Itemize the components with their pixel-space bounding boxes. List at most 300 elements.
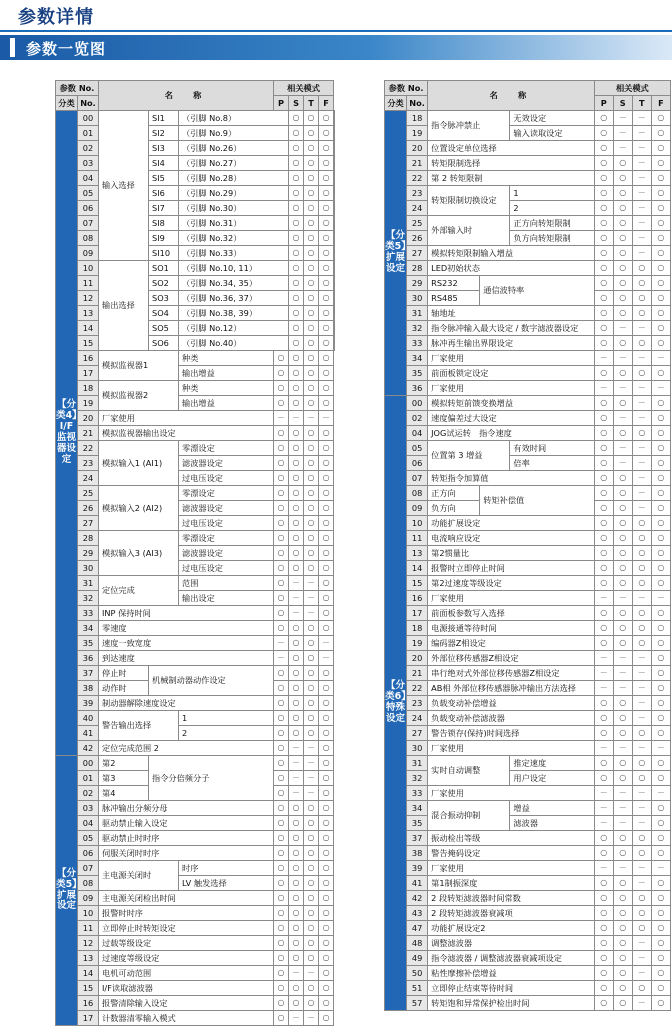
- param-no: 25: [78, 486, 99, 501]
- mode-t-cell: ○: [304, 651, 319, 666]
- mode-p-cell: ○: [289, 141, 304, 156]
- param-subname: 时序: [179, 861, 274, 876]
- mode-f-cell: ○: [651, 951, 670, 966]
- mode-t-cell: ○: [632, 831, 651, 846]
- param-no: 23: [407, 186, 428, 201]
- param-name: 串行绝对式外部位移传感器Z相设定: [428, 666, 595, 681]
- param-no: 08: [407, 486, 428, 501]
- param-row: [385, 636, 671, 651]
- mode-p-header: P: [594, 96, 613, 111]
- param-row: [56, 861, 335, 876]
- param-no: 16: [78, 996, 99, 1011]
- mode-p-cell: ○: [289, 126, 304, 141]
- modes-header: 相关模式: [594, 81, 670, 96]
- param-group-name: 转矩限制切换设定: [428, 186, 510, 216]
- mode-f-cell: ○: [651, 321, 670, 336]
- param-no: 38: [407, 846, 428, 861]
- param-no: 17: [78, 1011, 99, 1026]
- mode-p-cell: －: [274, 411, 289, 426]
- mode-p-cell: ○: [289, 261, 304, 276]
- mode-p-cell: ○: [594, 276, 613, 291]
- mode-s-cell: ○: [289, 666, 304, 681]
- param-no: 16: [407, 591, 428, 606]
- param-no: 21: [407, 156, 428, 171]
- mode-p-cell: ○: [274, 1011, 289, 1026]
- param-row: [56, 276, 335, 291]
- mode-t-cell: ○: [319, 201, 334, 216]
- param-no: 09: [407, 501, 428, 516]
- mode-s-cell: ○: [289, 951, 304, 966]
- mode-p-cell: ○: [289, 246, 304, 261]
- param-name: 厂家使用: [428, 351, 595, 366]
- mode-s-cell: ○: [613, 396, 632, 411]
- param-name: 指令脉冲输入最大设定 / 数字滤波器设定: [428, 321, 595, 336]
- mode-t-cell: ○: [304, 696, 319, 711]
- param-no: 24: [407, 711, 428, 726]
- mode-f-cell: ○: [319, 441, 334, 456]
- param-row: [56, 606, 335, 621]
- mode-p-cell: ○: [274, 741, 289, 756]
- param-row: [385, 306, 671, 321]
- param-name: 驱动禁止输入设定: [99, 816, 274, 831]
- mode-f-cell: ○: [651, 501, 670, 516]
- mode-s-cell: ○: [613, 921, 632, 936]
- param-subname: 正方向转矩限制: [510, 216, 594, 231]
- param-row: [385, 801, 671, 816]
- param-row: [385, 651, 671, 666]
- param-no: 34: [407, 801, 428, 816]
- param-row: [385, 741, 671, 756]
- mode-t-cell: －: [632, 186, 651, 201]
- param-row: [56, 531, 335, 546]
- mode-f-cell: ○: [319, 471, 334, 486]
- param-name: 驱动禁止时时序: [99, 831, 274, 846]
- mode-f-cell: ○: [319, 786, 334, 801]
- param-name: 前面板锁定设定: [428, 366, 595, 381]
- param-row: [56, 216, 335, 231]
- param-signal: SI6: [149, 186, 179, 201]
- category-header: 分类: [56, 96, 78, 111]
- name-header: 名 称: [428, 81, 595, 111]
- mode-p-cell: ○: [594, 426, 613, 441]
- param-name: 转矩指令加算值: [428, 471, 595, 486]
- param-name: 2 段转矩滤波器衰减项: [428, 906, 595, 921]
- mode-f-cell: ○: [651, 141, 670, 156]
- mode-t-cell: －: [304, 741, 319, 756]
- param-no: 17: [407, 606, 428, 621]
- param-row: [385, 816, 671, 831]
- mode-f-cell: ○: [651, 831, 670, 846]
- mode-p-cell: ○: [274, 891, 289, 906]
- mode-t-cell: ○: [304, 876, 319, 891]
- mode-s-cell: ○: [613, 726, 632, 741]
- mode-f-cell: [334, 141, 335, 156]
- param-no: 20: [407, 651, 428, 666]
- param-pin: （引脚 No.29）: [179, 186, 289, 201]
- param-row: [385, 726, 671, 741]
- param-no: 12: [78, 936, 99, 951]
- param-no: 31: [78, 576, 99, 591]
- param-name: 前面板参数写入选择: [428, 606, 595, 621]
- param-shared-name: 指令分倍频分子: [149, 756, 274, 801]
- mode-p-cell: －: [594, 816, 613, 831]
- mode-t-cell: ○: [304, 441, 319, 456]
- param-table-left: [55, 80, 335, 1026]
- mode-f-cell: [334, 156, 335, 171]
- mode-t-cell: ○: [304, 681, 319, 696]
- param-no: 28: [78, 531, 99, 546]
- mode-t-cell: ○: [304, 711, 319, 726]
- mode-p-cell: ○: [274, 936, 289, 951]
- mode-f-cell: ○: [651, 666, 670, 681]
- param-row: [56, 891, 335, 906]
- mode-s-cell: ○: [613, 756, 632, 771]
- param-row: [385, 591, 671, 606]
- mode-f-cell: ○: [651, 396, 670, 411]
- param-row: [385, 381, 671, 396]
- param-row: [385, 831, 671, 846]
- mode-s-cell: ○: [613, 621, 632, 636]
- param-name: 速度一致宽度: [99, 636, 274, 651]
- mode-t-cell: ○: [304, 456, 319, 471]
- param-name: 转矩限制选择: [428, 156, 595, 171]
- param-no: 19: [78, 396, 99, 411]
- mode-s-cell: ○: [289, 846, 304, 861]
- mode-t-cell: －: [632, 411, 651, 426]
- param-signal: SO4: [149, 306, 179, 321]
- mode-t-cell: －: [632, 456, 651, 471]
- mode-p-cell: ○: [274, 921, 289, 936]
- param-name: 振动检出等级: [428, 831, 595, 846]
- param-subname: 零漂设定: [179, 441, 274, 456]
- mode-f-cell: ○: [651, 906, 670, 921]
- param-group-name: 实时自动调整: [428, 756, 510, 786]
- mode-t-cell: －: [304, 411, 319, 426]
- param-row: [385, 426, 671, 441]
- mode-p-cell: ○: [274, 876, 289, 891]
- mode-p-cell: ○: [594, 576, 613, 591]
- mode-f-cell: [334, 111, 335, 126]
- param-prefix: 第3: [99, 771, 149, 786]
- param-no: 14: [407, 561, 428, 576]
- param-prefix: 第2: [99, 756, 149, 771]
- param-subname: 种类: [179, 381, 274, 396]
- param-subname: 有效时间: [510, 441, 594, 456]
- param-no: 06: [407, 456, 428, 471]
- mode-t-cell: ○: [319, 156, 334, 171]
- param-no: 26: [78, 501, 99, 516]
- mode-p-cell: ○: [274, 531, 289, 546]
- no-header: No.: [407, 96, 428, 111]
- mode-f-cell: ○: [651, 216, 670, 231]
- mode-s-cell: ○: [289, 561, 304, 576]
- mode-p-cell: ○: [274, 681, 289, 696]
- param-no: 36: [407, 381, 428, 396]
- mode-f-cell: ○: [651, 651, 670, 666]
- param-no: 22: [78, 441, 99, 456]
- mode-s-cell: ○: [289, 696, 304, 711]
- mode-s-cell: ○: [304, 216, 319, 231]
- param-prefix: 动作时: [99, 681, 149, 696]
- param-row: [385, 156, 671, 171]
- param-no: 39: [407, 861, 428, 876]
- mode-t-cell: ○: [319, 171, 334, 186]
- mode-t-cell: ○: [304, 981, 319, 996]
- param-group-name: 模拟监视器1: [99, 351, 179, 381]
- param-row: [385, 876, 671, 891]
- mode-f-cell: ○: [319, 606, 334, 621]
- mode-f-cell: －: [319, 636, 334, 651]
- mode-s-cell: ○: [289, 816, 304, 831]
- mode-t-cell: －: [632, 156, 651, 171]
- mode-s-cell: ○: [613, 501, 632, 516]
- param-row: [385, 621, 671, 636]
- mode-s-cell: －: [289, 576, 304, 591]
- param-group-name: 模拟输入1 (AI1): [99, 441, 179, 486]
- mode-f-cell: [334, 321, 335, 336]
- param-row: [385, 351, 671, 366]
- mode-s-cell: ○: [613, 186, 632, 201]
- param-name: 电流响应设定: [428, 531, 595, 546]
- param-pin: （引脚 No.8）: [179, 111, 289, 126]
- mode-s-cell: －: [613, 681, 632, 696]
- param-row: [385, 336, 671, 351]
- param-row: [385, 321, 671, 336]
- mode-s-cell: －: [613, 411, 632, 426]
- mode-f-cell: ○: [651, 231, 670, 246]
- param-name: 厂家使用: [428, 591, 595, 606]
- mode-p-cell: ○: [274, 621, 289, 636]
- mode-p-cell: ○: [274, 576, 289, 591]
- param-group-name: 指令脉冲禁止: [428, 111, 510, 141]
- mode-p-cell: －: [594, 681, 613, 696]
- param-pin: （引脚 No.38, 39）: [179, 306, 289, 321]
- mode-s-cell: ○: [304, 276, 319, 291]
- mode-t-cell: －: [632, 396, 651, 411]
- mode-s-cell: ○: [304, 111, 319, 126]
- mode-p-cell: ○: [594, 411, 613, 426]
- param-row: [56, 156, 335, 171]
- mode-s-cell: ○: [289, 801, 304, 816]
- mode-t-cell: ○: [632, 756, 651, 771]
- param-no: 50: [407, 966, 428, 981]
- mode-f-cell: ○: [319, 846, 334, 861]
- mode-t-cell: ○: [632, 561, 651, 576]
- param-no: 34: [78, 621, 99, 636]
- mode-t-cell: ○: [632, 981, 651, 996]
- mode-t-cell: ○: [304, 486, 319, 501]
- param-no: 25: [407, 216, 428, 231]
- param-subname: 增益: [510, 801, 594, 816]
- param-subname: 零漂设定: [179, 486, 274, 501]
- mode-f-cell: ○: [319, 801, 334, 816]
- mode-t-cell: －: [304, 576, 319, 591]
- param-name: 模拟转矩限制输入增益: [428, 246, 595, 261]
- mode-f-cell: ○: [319, 351, 334, 366]
- mode-p-header: P: [274, 96, 289, 111]
- param-row: [56, 456, 335, 471]
- mode-s-cell: ○: [613, 471, 632, 486]
- mode-f-cell: ○: [651, 756, 670, 771]
- param-row: [56, 351, 335, 366]
- param-pin: （引脚 No.33）: [179, 246, 289, 261]
- mode-f-cell: ○: [651, 126, 670, 141]
- mode-s-cell: ○: [304, 201, 319, 216]
- param-row: [385, 471, 671, 486]
- param-prefix: 正方向: [428, 486, 480, 501]
- param-no: 37: [78, 666, 99, 681]
- param-no: 09: [78, 246, 99, 261]
- mode-t-cell: ○: [632, 846, 651, 861]
- mode-p-cell: ○: [594, 306, 613, 321]
- mode-p-cell: ○: [594, 291, 613, 306]
- mode-t-cell: －: [632, 936, 651, 951]
- param-row: [385, 786, 671, 801]
- param-no: 07: [407, 471, 428, 486]
- param-name: 警告锁存(保持)时间选择: [428, 726, 595, 741]
- mode-p-cell: ○: [289, 171, 304, 186]
- mode-p-cell: ○: [274, 456, 289, 471]
- mode-t-cell: －: [304, 786, 319, 801]
- param-no: 21: [78, 426, 99, 441]
- mode-s-cell: ○: [613, 291, 632, 306]
- param-name: 警告掩码设定: [428, 846, 595, 861]
- param-name: 模拟监视器输出设定: [99, 426, 274, 441]
- mode-f-cell: ○: [651, 846, 670, 861]
- param-row: [56, 636, 335, 651]
- mode-t-cell: ○: [304, 471, 319, 486]
- mode-p-cell: ○: [274, 846, 289, 861]
- mode-f-cell: [334, 171, 335, 186]
- mode-t-cell: ○: [319, 231, 334, 246]
- param-no: 19: [407, 636, 428, 651]
- param-subname: 无效设定: [510, 111, 594, 126]
- mode-s-cell: ○: [304, 321, 319, 336]
- mode-p-cell: ○: [594, 246, 613, 261]
- mode-t-cell: －: [632, 996, 651, 1011]
- param-row: [385, 111, 671, 126]
- param-row: [56, 396, 335, 411]
- param-shared-name: 通信波特率: [480, 276, 594, 306]
- param-name: 负载变动补偿滤波器: [428, 711, 595, 726]
- mode-p-cell: ○: [594, 621, 613, 636]
- mode-t-cell: ○: [304, 561, 319, 576]
- mode-p-cell: ○: [274, 951, 289, 966]
- mode-s-cell: ○: [289, 486, 304, 501]
- mode-f-cell: ○: [651, 771, 670, 786]
- mode-s-cell: ○: [289, 366, 304, 381]
- param-name: 报警时时序: [99, 906, 274, 921]
- param-row: [56, 441, 335, 456]
- mode-f-cell: ○: [319, 381, 334, 396]
- mode-s-cell: ○: [613, 531, 632, 546]
- mode-f-cell: ○: [651, 546, 670, 561]
- param-no: 08: [78, 876, 99, 891]
- mode-s-cell: ○: [289, 906, 304, 921]
- mode-p-cell: ○: [594, 561, 613, 576]
- mode-p-cell: ○: [594, 321, 613, 336]
- mode-f-header: F: [651, 96, 670, 111]
- param-row: [56, 366, 335, 381]
- mode-p-cell: ○: [594, 141, 613, 156]
- param-name: 厂家使用: [428, 381, 595, 396]
- mode-s-cell: ○: [613, 171, 632, 186]
- mode-p-cell: －: [594, 801, 613, 816]
- param-no: 41: [407, 876, 428, 891]
- param-no: 57: [407, 996, 428, 1011]
- param-row: [385, 696, 671, 711]
- param-no: 20: [407, 141, 428, 156]
- mode-t-cell: ○: [632, 771, 651, 786]
- mode-t-cell: ○: [304, 726, 319, 741]
- mode-p-cell: ○: [274, 606, 289, 621]
- param-group-name: 位置第 3 增益: [428, 441, 510, 471]
- header-row: [385, 81, 671, 96]
- mode-p-cell: ○: [594, 366, 613, 381]
- param-no: 10: [407, 516, 428, 531]
- param-subname: 滤波器设定: [179, 456, 274, 471]
- mode-t-header: T: [304, 96, 319, 111]
- mode-p-cell: ○: [274, 981, 289, 996]
- param-no: 08: [78, 231, 99, 246]
- param-row: [56, 966, 335, 981]
- mode-s-cell: －: [613, 786, 632, 801]
- mode-s-cell: －: [289, 771, 304, 786]
- mode-f-cell: ○: [651, 471, 670, 486]
- mode-p-cell: ○: [594, 471, 613, 486]
- mode-t-cell: ○: [304, 531, 319, 546]
- mode-s-cell: ○: [613, 981, 632, 996]
- param-row: [385, 906, 671, 921]
- param-no: 05: [407, 441, 428, 456]
- param-row: [385, 666, 671, 681]
- param-row: [56, 501, 335, 516]
- param-name: 模拟转矩前馈变换增益: [428, 396, 595, 411]
- param-no: 29: [78, 546, 99, 561]
- mode-f-cell: －: [651, 591, 670, 606]
- mode-s-cell: ○: [289, 981, 304, 996]
- mode-s-cell: －: [613, 801, 632, 816]
- mode-t-cell: ○: [632, 366, 651, 381]
- mode-f-cell: ○: [651, 246, 670, 261]
- mode-f-cell: －: [651, 741, 670, 756]
- param-row: [385, 846, 671, 861]
- param-no: 32: [407, 771, 428, 786]
- mode-p-cell: ○: [594, 876, 613, 891]
- mode-p-cell: ○: [289, 186, 304, 201]
- param-signal: SI1: [149, 111, 179, 126]
- mode-t-cell: ○: [632, 906, 651, 921]
- mode-p-cell: ○: [594, 726, 613, 741]
- mode-t-cell: －: [632, 786, 651, 801]
- mode-p-cell: ○: [274, 366, 289, 381]
- param-name: 脉冲输出分频分母: [99, 801, 274, 816]
- mode-s-cell: ○: [289, 636, 304, 651]
- param-row: [385, 681, 671, 696]
- mode-f-cell: ○: [319, 696, 334, 711]
- mode-s-cell: ○: [613, 231, 632, 246]
- mode-f-cell: [334, 291, 335, 306]
- mode-s-cell: ○: [289, 501, 304, 516]
- param-no: 01: [78, 126, 99, 141]
- param-row: [385, 936, 671, 951]
- mode-s-cell: ○: [613, 711, 632, 726]
- mode-p-cell: ○: [594, 336, 613, 351]
- mode-p-cell: ○: [594, 441, 613, 456]
- param-row: [56, 936, 335, 951]
- mode-t-cell: －: [632, 816, 651, 831]
- mode-t-cell: ○: [304, 816, 319, 831]
